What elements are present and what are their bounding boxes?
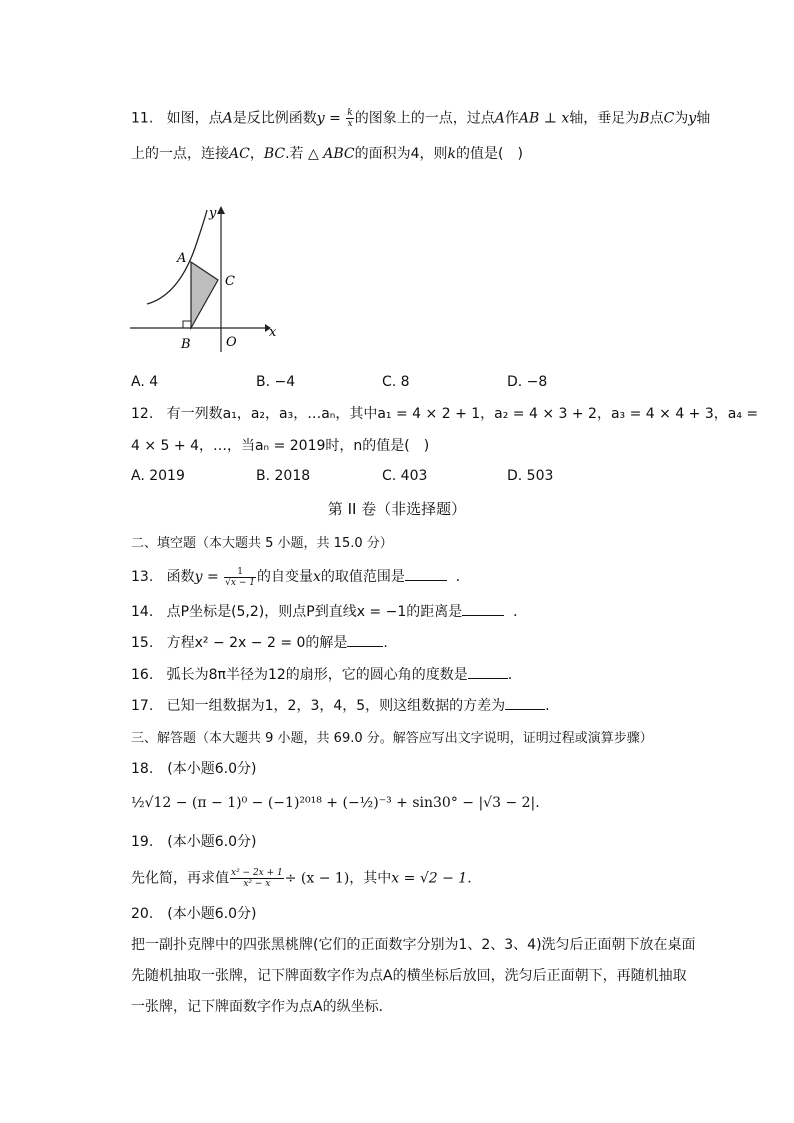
- q14-number: 14.: [131, 604, 154, 620]
- q11-text: 的面积为4，则: [354, 146, 448, 162]
- q11-text: 如图，点: [166, 110, 223, 127]
- q15-line: [131, 632, 388, 653]
- label-y: y: [209, 206, 217, 221]
- q11-text: 是反比例函数: [232, 110, 317, 127]
- label-b: B: [181, 337, 191, 352]
- label-x: x: [269, 325, 277, 340]
- q13-answer-blank[interactable]: [405, 566, 447, 581]
- q19-line: [131, 868, 472, 889]
- q17-line: [131, 695, 550, 716]
- q11-figure: [125, 200, 285, 355]
- q15-end: .: [383, 635, 388, 651]
- q19-fraction: [230, 868, 284, 889]
- q11-var: △ ABC: [308, 146, 355, 162]
- q13-frac-num: 1: [224, 567, 256, 578]
- label-a: A: [177, 251, 187, 266]
- q11-var: A: [494, 110, 505, 127]
- q17-answer-blank[interactable]: [505, 695, 545, 710]
- q11-text: 点: [649, 110, 664, 127]
- q16-end: .: [507, 667, 513, 683]
- right-angle-mark: [183, 321, 191, 328]
- q13-text: 的取值范围是: [320, 569, 405, 585]
- q11-line1: [131, 108, 710, 129]
- q11-text: 轴: [696, 110, 711, 127]
- q11-text: 上的一点，连接: [131, 146, 229, 162]
- q14-line: [131, 601, 527, 622]
- q11-var: AC: [229, 146, 250, 162]
- q13-text: 函数: [166, 569, 195, 585]
- q12-line2: 4 × 5 + 4，…，当aₙ = 2019时，n的值是( ): [131, 438, 430, 454]
- q16-line: [131, 664, 512, 685]
- q11-text: 的图象上的一点，过点: [354, 110, 495, 127]
- q16-number: 16.: [131, 667, 154, 683]
- q15-answer-blank[interactable]: [347, 632, 383, 647]
- q19-frac-den: x² − x: [243, 879, 271, 889]
- q18-header: 18. (本小题6.0分): [131, 761, 257, 777]
- part2-title: 第 II 卷（非选择题）: [327, 500, 467, 518]
- q19-frac-num: x² − 2x + 1: [231, 868, 283, 878]
- q20-line3: 一张牌，记下牌面数字作为点A的纵坐标．: [131, 999, 393, 1015]
- q11-option-b: B. −4: [256, 374, 296, 390]
- q11-text: 的值是( ): [456, 146, 523, 162]
- y-axis-arrow: [217, 206, 225, 214]
- q13-var: x: [312, 569, 321, 585]
- q13-line: [131, 566, 470, 588]
- q19-text: ÷ (x − 1)，其中: [284, 870, 392, 887]
- label-c: C: [225, 274, 235, 289]
- q11-line2: [131, 144, 523, 164]
- q11-option-d: D. −8: [507, 374, 548, 390]
- q14-end: ．: [513, 604, 528, 620]
- q11-var: BC: [263, 146, 286, 162]
- q17-end: .: [545, 698, 550, 714]
- q11-option-c: C. 8: [382, 374, 410, 390]
- q12-text-1: 有一列数a₁，a₂，a₃，…aₙ，其中a₁ = 4 × 2 + 1，a₂ = 4 × 3 + 2，a₃ = 4 × 4 + 3，a₄ =: [166, 406, 759, 422]
- q11-text: ，: [249, 146, 264, 162]
- q13-var: y =: [194, 569, 219, 585]
- q11-number: 11.: [131, 110, 154, 127]
- q15-text: 方程x² − 2x − 2 = 0的解是: [166, 635, 348, 651]
- q13-fraction: [224, 567, 256, 588]
- q11-var: A: [222, 110, 233, 127]
- q13-end: ．: [455, 569, 470, 585]
- q11-fraction: [346, 108, 353, 129]
- q11-text: .若: [285, 146, 308, 162]
- q11-option-a: A. 4: [131, 374, 159, 390]
- q12-option-b: B. 2018: [256, 468, 311, 484]
- label-o: O: [226, 335, 237, 350]
- section3-heading: 三、解答题（本大题共 9 小题，共 69.0 分。解答应写出文字说明，证明过程或演算步骤）: [131, 731, 653, 746]
- q11-frac-num: k: [347, 108, 353, 118]
- section2-heading: 二、填空题（本大题共 5 小题，共 15.0 分）: [131, 536, 393, 551]
- q12-line1: [131, 404, 758, 424]
- q11-var: y =: [316, 110, 341, 127]
- q19-text: 先化简，再求值: [131, 870, 229, 887]
- q18-expression: ½√12 − (π − 1)⁰ − (−1)²⁰¹⁸ + (−½)⁻³ + sin30° − |√3 − 2|.: [131, 795, 540, 811]
- q20-header: 20. (本小题6.0分): [131, 906, 257, 922]
- q11-frac-den: x: [347, 119, 353, 129]
- q11-text: 作: [504, 110, 519, 127]
- q11-text: 轴，垂足为: [569, 110, 640, 127]
- q17-number: 17.: [131, 698, 154, 714]
- q11-var: B: [639, 110, 650, 127]
- q16-answer-blank[interactable]: [468, 664, 508, 679]
- q11-var: y: [688, 110, 697, 127]
- q16-text: 弧长为8π半径为12的扇形，它的圆心角的度数是: [166, 667, 468, 683]
- q12-option-a: A. 2019: [131, 468, 185, 484]
- q15-number: 15.: [131, 635, 154, 651]
- q20-line1: 把一副扑克牌中的四张黑桃牌(它们的正面数字分别为1、2、3、4)洗匀后正面朝下放在桌面: [131, 937, 696, 953]
- q17-text: 已知一组数据为1，2，3，4，5，则这组数据的方差为: [166, 698, 506, 714]
- q11-text: 为: [674, 110, 689, 127]
- triangle-abc-shaded: [191, 262, 218, 328]
- q13-number: 13.: [131, 569, 154, 585]
- q14-answer-blank[interactable]: [462, 601, 504, 616]
- q20-line2: 先随机抽取一张牌，记下牌面数字作为点A的横坐标后放回，洗匀后正面朝下，再随机抽取: [131, 968, 687, 984]
- q11-var: AB ⊥ x: [518, 110, 570, 127]
- q12-option-d: D. 503: [507, 468, 554, 484]
- q11-var: k: [447, 146, 456, 162]
- q12-number: 12.: [131, 406, 154, 422]
- q19-header: 19. (本小题6.0分): [131, 834, 257, 850]
- q14-text: 点P坐标是(5,2)，则点P到直线x = −1的距离是: [166, 604, 463, 620]
- q13-frac-den: √x − 1: [225, 577, 255, 588]
- q11-var: C: [663, 110, 675, 127]
- q19-var: x = √2 − 1.: [391, 870, 472, 887]
- q12-option-c: C. 403: [382, 468, 428, 484]
- q13-text: 的自变量: [256, 569, 313, 585]
